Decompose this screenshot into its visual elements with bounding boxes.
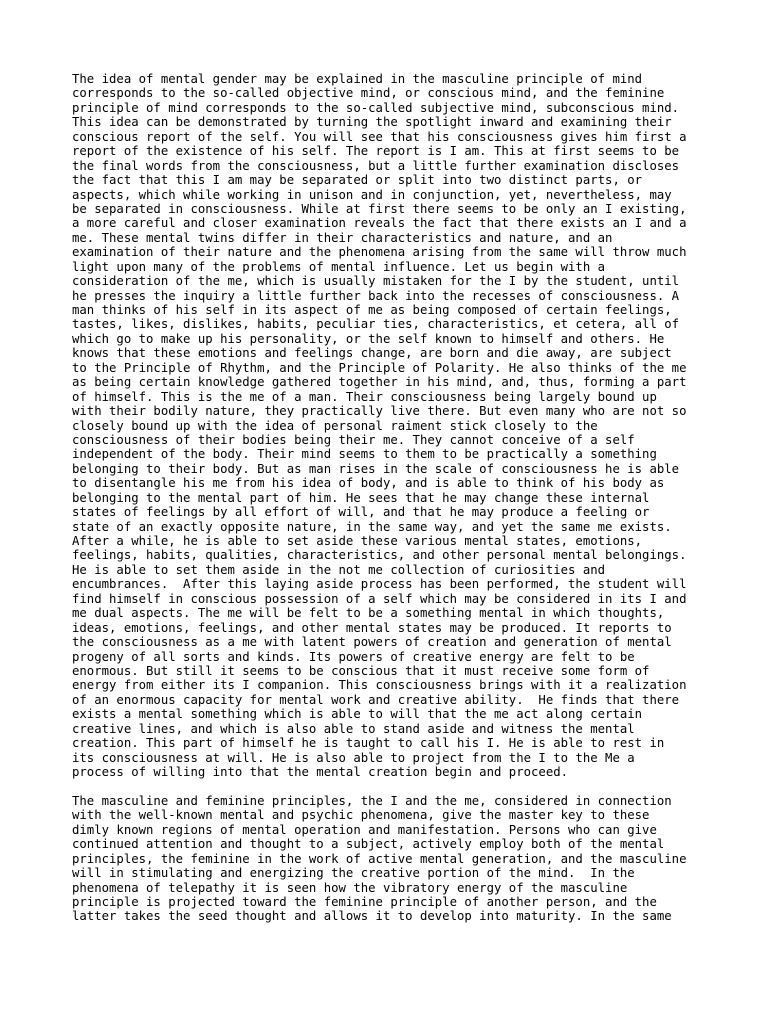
text-line: which go to make up his personality, or the self known to himself and others. He [72,331,665,346]
text-line: man thinks of his self in its aspect of me as being composed of certain feelings, [72,303,672,317]
text-line: corresponds to the so-called objective mind, or conscious mind, and the feminine [72,86,665,101]
text-line: He is able to set them aside in the not me collection of curiosities and [72,562,606,577]
text-line: This idea can be demonstrated by turning the spotlight inward and examining their [72,115,672,130]
text-line: aspects, which while working in unison and in conjunction, yet, nevertheless, may [72,187,672,202]
text-line: progeny of all sorts and kinds. Its powers of creative energy are felt to be [72,649,635,664]
text-line: with the well-known mental and psychic phenomena, give the master key to these [72,808,650,823]
text-line: consciousness of their bodies being their me. They cannot conceive of a self [72,432,635,447]
text-line: dimly known regions of mental operation and manifestation. Persons who can give [72,822,657,837]
text-line: ideas, emotions, feelings, and other mental states may be produced. It reports to [72,620,672,635]
text-line: state of an exactly opposite nature, in the same way, and yet the same me exists. [72,519,672,534]
text-line: principle is projected toward the feminine principle of another person, and the [72,894,657,909]
text-line: principles, the feminine in the work of active mental generation, and the masculine [72,851,687,866]
text-line: The masculine and feminine principles, the I and the me, considered in connection [72,793,672,808]
text-line: light upon many of the problems of mental influence. Let us begin with a [72,259,606,274]
text-line: will in stimulating and energizing the creative portion of the mind. In the [72,866,635,881]
document-body [72,72,712,924]
text-line: he presses the inquiry a little further back into the recesses of consciousness. A [72,288,680,303]
text-line: encumbrances. After this laying aside process has been performed, the student will [72,577,687,592]
text-line: find himself in conscious possession of a self which may be considered in its I and [72,591,687,606]
text-line: feelings, habits, qualities, characteristics, and other personal mental belongings. [72,548,687,563]
text-line: energy from either its I companion. This consciousness brings with it a realization [72,678,687,693]
paragraph [72,72,712,779]
text-line: tastes, likes, dislikes, habits, peculiar ties, characteristics, et cetera, all of [72,317,680,332]
text-line: conscious report of the self. You will see that his consciousness gives him first a [72,129,687,144]
text-line: states of feelings by all effort of will, and that he may produce a feeling or [72,505,650,520]
text-line: continued attention and thought to a subject, actively employ both of the mental [72,837,665,852]
text-line: a more careful and closer examination reveals the fact that there exists an I and a [72,216,687,231]
text-line: the fact that this I am may be separated or split into two distinct parts, or [72,173,643,188]
text-line: report of the existence of his self. The report is I am. This at first seems to be [72,144,680,159]
text-line: enormous. But still it seems to be conscious that it must receive some form of [72,663,650,678]
text-line: me. These mental twins differ in their characteristics and nature, and an [72,230,613,245]
text-line: with their bodily nature, they practically live there. But even many who are not so [72,404,687,419]
text-line: to the Principle of Rhythm, and the Principle of Polarity. He also thinks of the me [72,360,687,375]
text-line: principle of mind corresponds to the so-called subjective mind, subconscious mind. [72,100,680,115]
text-line: me dual aspects. The me will be felt to be a something mental in which thoughts, [72,606,665,621]
text-line: be separated in consciousness. While at first there seems to be only an I existing, [72,201,687,216]
text-line: closely bound up with the idea of personal raiment stick closely to the [72,418,598,433]
text-line: consideration of the me, which is usually mistaken for the I by the student, until [72,274,680,289]
text-line: the final words from the consciousness, but a little further examination discloses [72,158,680,173]
text-line: of an enormous capacity for mental work and creative ability. He finds that there [72,692,680,707]
text-line: creation. This part of himself he is taught to call his I. He is able to rest in [72,736,665,751]
text-line: the consciousness as a me with latent powers of creation and generation of mental [72,635,672,650]
text-line: phenomena of telepathy it is seen how the vibratory energy of the masculine [72,880,628,895]
text-line: latter takes the seed thought and allows it to develop into maturity. In the same [72,909,672,924]
text-line: The idea of mental gender may be explained in the masculine principle of mind [72,72,643,86]
text-line: examination of their nature and the phenomena arising from the same will throw much [72,245,687,260]
text-line: belonging to the mental part of him. He sees that he may change these internal [72,490,650,505]
text-line: process of willing into that the mental creation begin and proceed. [72,765,569,779]
paragraph [72,794,712,924]
text-line: its consciousness at will. He is also able to project from the I to the Me a [72,750,635,765]
text-line: as being certain knowledge gathered together in his mind, and, thus, forming a part [72,375,687,390]
text-line: creative lines, and which is also able to stand aside and witness the mental [72,721,635,736]
text-line: exists a mental something which is able to will that the me act along certain [72,707,643,722]
text-line: After a while, he is able to set aside these various mental states, emotions, [72,534,643,548]
text-line: knows that these emotions and feelings change, are born and die away, are subject [72,346,672,361]
text-line: to disentangle his me from his idea of body, and is able to think of his body as [72,476,665,491]
text-line: of himself. This is the me of a man. Their consciousness being largely bound up [72,389,657,404]
text-line: independent of the body. Their mind seems to them to be practically a something [72,447,657,462]
text-line: belonging to their body. But as man rises in the scale of consciousness he is able [72,461,680,476]
